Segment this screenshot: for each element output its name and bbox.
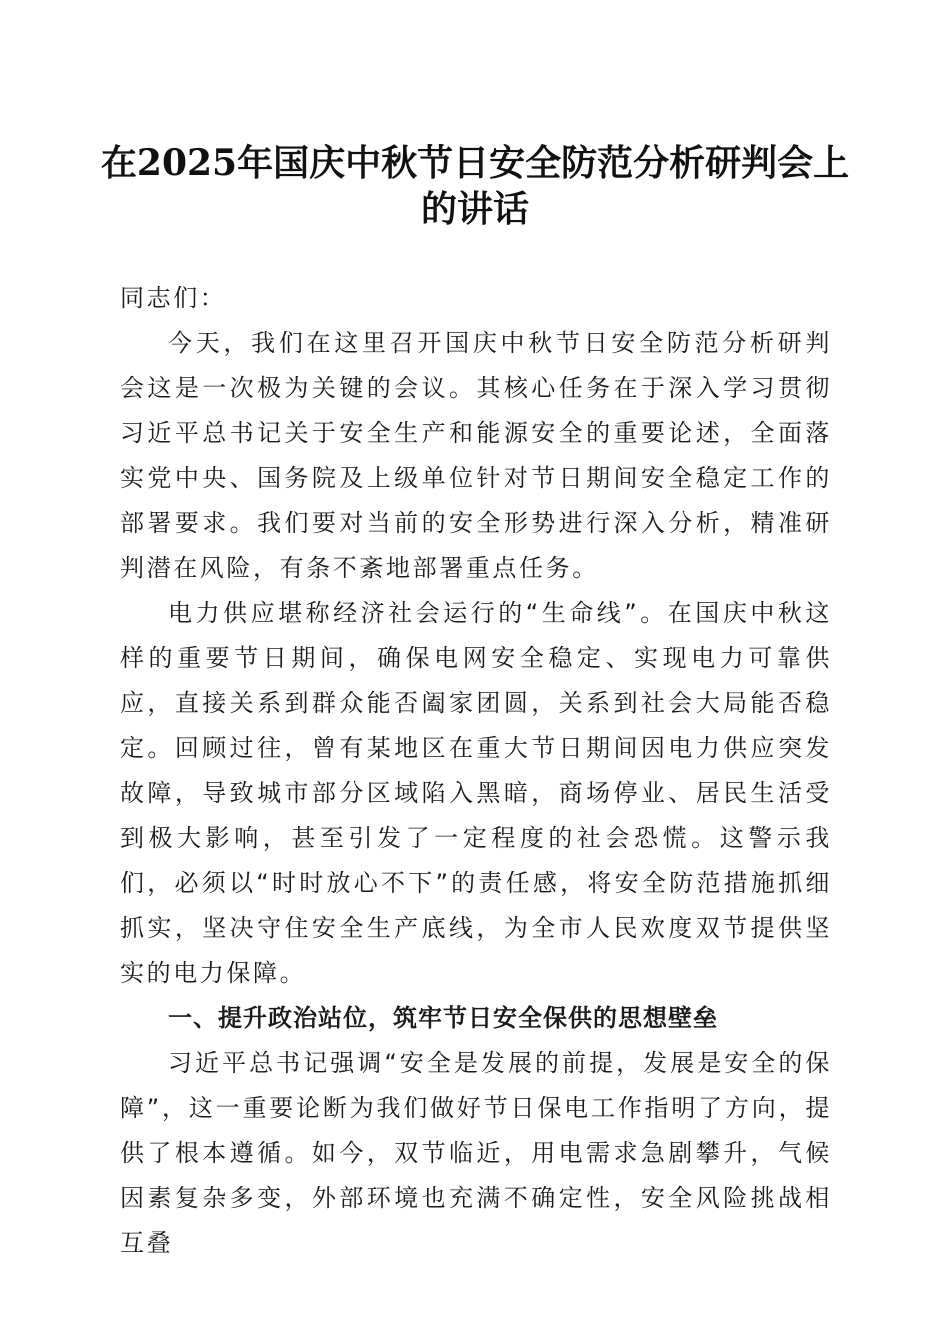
document-title: 在2025年国庆中秋节日安全防范分析研判会上的讲话	[100, 142, 850, 230]
greeting: 同志们：	[120, 284, 227, 312]
paragraph-intro: 今天，我们在这里召开国庆中秋节日安全防范分析研判会这是一次极为关键的会议。其核心任务在于深入学习贯彻习近平总书记关于安全生产和能源安全的重要论述，全面落实党中央、国务院及上级单位针对节日期间安全稳定工作的部署要求。我们要对当前的安全形势进行深入分析，精准研判潜在风险，有条不紊地部署重点任务。	[120, 329, 832, 582]
document-body	[120, 276, 832, 1266]
section-heading: 一、提升政治站位，筑牢节日安全保供的思想壁垒	[168, 1004, 718, 1032]
section-paragraph: 习近平总书记强调“安全是发展的前提，发展是安全的保障”，这一重要论断为我们做好节日保电工作指明了方向，提供了根本遵循。如今，双节临近，用电需求急剧攀升，气候因素复杂多变，外部环境也充满不确定性，安全风险挑战相互叠	[120, 1049, 832, 1257]
paragraph-power-supply: 电力供应堪称经济社会运行的“生命线”。在国庆中秋这样的重要节日期间，确保电网安全稳定、实现电力可靠供应，直接关系到群众能否阖家团圆，关系到社会大局能否稳定。回顾过往，曾有某地区在重大节日期间因电力供应突发故障，导致城市部分区域陷入黑暗，商场停业、居民生活受到极大影响，甚至引发了一定程度的社会恐慌。这警示我们，必须以“时时放心不下”的责任感，将安全防范措施抓细抓实，坚决守住安全生产底线，为全市人民欢度双节提供坚实的电力保障。	[120, 599, 832, 987]
